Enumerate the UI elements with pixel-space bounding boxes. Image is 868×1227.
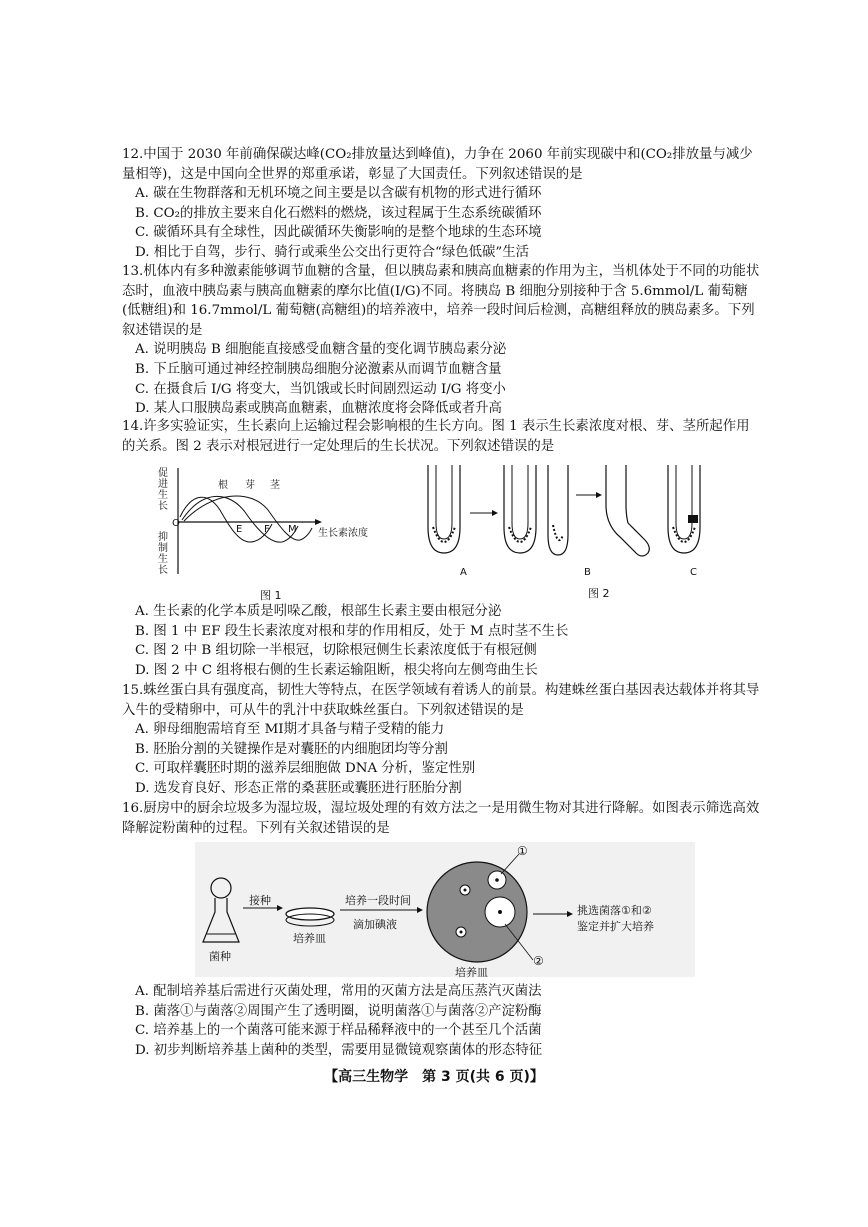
point-e-label: E — [236, 524, 243, 535]
curve-label-root: 根 — [218, 480, 228, 491]
question-stem: 16.厨房中的厨余垃圾多为湿垃圾，湿垃圾处理的有效方法之一是用微生物对其进行降解。如图表示筛选高效降解淀粉菌种的过程。下列有关叙述错误的是 — [122, 801, 760, 836]
page-footer: 【高三生物学 第 3 页(共 6 页)】 — [324, 1069, 544, 1085]
colony-1-marker: ① — [517, 844, 528, 858]
dish-label: 培养皿 — [293, 932, 326, 945]
option-d: D. 相比于自驾，步行、骑行或乘坐公交出行更符合“绿色低碳”生活 — [135, 244, 530, 260]
origin-label: O — [172, 518, 180, 529]
option-c: C. 在摄食后 I/G 将变大，当饥饿或长时间剧烈运动 I/G 将变小 — [135, 381, 506, 397]
option-a: A. 生长素的化学本质是吲哚乙酸，根部生长素主要由根冠分泌 — [135, 604, 502, 619]
strain-label: 菌种 — [209, 950, 231, 963]
question-stem: 14.许多实验证实，生长素向上运输过程会影响根的生长方向。图 1 表示生长素浓度对根、芽、茎所起作用的关系。图 2 表示对根冠进行一定处理后的生长状况。下列叙述错误的是 — [122, 419, 750, 454]
figure-2-caption: 图 2 — [588, 587, 610, 600]
option-a: A. 说明胰岛 B 细胞能直接感受血糖含量的变化调节胰岛素分泌 — [135, 342, 507, 358]
culture-step-label: 培养一段时间 — [345, 894, 411, 907]
question-stem: 12.中国于 2030 年前确保碳达峰(CO₂排放量达到峰值)，力争在 2060 年前实现碳中和(CO₂排放量与减少量相等)，这是中国向全世界的郑重承诺，彰显了大国责任。下列叙述错误的是 — [122, 147, 753, 182]
option-b: B. CO₂的排放主要来自化石燃料的燃烧，该过程属于生态系统碳循环 — [135, 205, 542, 221]
option-b: B. 胚胎分割的关键操作是对囊胚的内细胞团均等分割 — [135, 741, 448, 757]
group-a-label: A — [460, 567, 467, 578]
question-12 — [122, 145, 762, 263]
option-c: C. 图 2 中 B 组切除一半根冠，切除根冠侧生长素浓度低于有根冠侧 — [135, 643, 537, 659]
option-b: B. 菌落①与菌落②周围产生了透明圈，说明菌落①与菌落②产淀粉酶 — [135, 1003, 542, 1019]
option-d: D. 图 2 中 C 组将根右侧的生长素运输阻断，根尖将向左侧弯曲生长 — [135, 662, 538, 678]
figure-2 — [420, 465, 720, 600]
option-d: D. 某人口服胰岛素或胰高血糖素，血糖浓度将会降低或者升高 — [135, 401, 502, 417]
root-cap-diagram — [420, 465, 720, 580]
option-c: C. 碳循环具有全球性，因此碳循环失衡影响的是整个地球的生态环境 — [135, 225, 542, 241]
inoculate-label: 接种 — [249, 894, 271, 907]
x-axis-label: 生长素浓度 — [318, 528, 368, 539]
option-a: A. 卵母细胞需培育至 MⅠ期才具备与精子受精的能力 — [135, 722, 445, 738]
question-14-options — [122, 602, 762, 680]
option-d: D. 初步判断培养基上菌种的类型，需要用显微镜观察菌体的形态特征 — [135, 1042, 543, 1058]
option-c: C. 可取样囊胚时期的滋养层细胞做 DNA 分析，鉴定性别 — [135, 761, 476, 777]
figure-1-caption: 图 1 — [260, 589, 282, 602]
y-axis-bottom-label: 抑制生长 — [158, 532, 168, 576]
question-16-options — [122, 982, 762, 1060]
screening-diagram — [195, 842, 695, 977]
identify-expand-label: 鉴定并扩大培养 — [577, 920, 654, 933]
curve-label-bud: 芽 — [245, 480, 255, 491]
point-m-label: M — [288, 524, 297, 535]
option-b: B. 图 1 中 EF 段生长素浓度对根和芽的作用相反，处于 M 点时茎不生长 — [135, 623, 569, 639]
option-b: B. 下丘脑可通过神经控制胰岛细胞分泌激素从而调节血糖含量 — [135, 361, 502, 377]
question-15 — [122, 681, 762, 799]
question-stem: 15.蛛丝蛋白具有强度高，韧性大等特点，在医学领域有着诱人的前景。构建蛛丝蛋白基因表达载体并将其导入牛的受精卵中，可从牛的乳汁中获取蛛丝蛋白。下列叙述错误的是 — [122, 683, 760, 718]
figure-1 — [150, 462, 390, 602]
pick-colonies-label: 挑选菌落①和② — [577, 904, 652, 917]
colony-2-marker: ② — [533, 954, 544, 968]
question-14 — [122, 417, 762, 456]
option-d: D. 选发育良好、形态正常的桑葚胚或囊胚进行胚胎分割 — [135, 780, 462, 796]
group-c-label: C — [690, 567, 697, 578]
question-stem: 13.机体内有多种激素能够调节血糖的含量，但以胰岛素和胰高血糖素的作用为主，当机体处于不同的功能状态时，血液中胰岛素与胰高血糖素的摩尔比值(I/G)不同。将胰岛 B 细胞分别接种于含 5.6mmol/L 葡萄糖(低糖组)和 16.7mmol/L 葡萄糖(高糖组)的培养液中，培养一段时间后检测，高糖组释放的胰岛素多。下列叙述错误的是 — [122, 264, 760, 338]
curve-label-stem: 茎 — [270, 480, 280, 491]
option-a: A. 碳在生物群落和无机环境之间主要是以含碳有机物的形式进行循环 — [135, 186, 542, 202]
iodine-step-label: 滴加碘液 — [353, 918, 397, 931]
option-a: A. 配制培养基后需进行灭菌处理，常用的灭菌方法是高压蒸汽灭菌法 — [135, 984, 542, 999]
point-f-label: F — [264, 524, 270, 535]
group-b-label: B — [584, 567, 591, 578]
question-13 — [122, 262, 762, 419]
dish2-label: 培养皿 — [455, 966, 488, 979]
option-c: C. 培养基上的一个菌落可能来源于样品稀释液中的一个甚至几个活菌 — [135, 1023, 542, 1039]
y-axis-top-label: 促进生长 — [158, 468, 168, 512]
question-16 — [122, 799, 762, 838]
